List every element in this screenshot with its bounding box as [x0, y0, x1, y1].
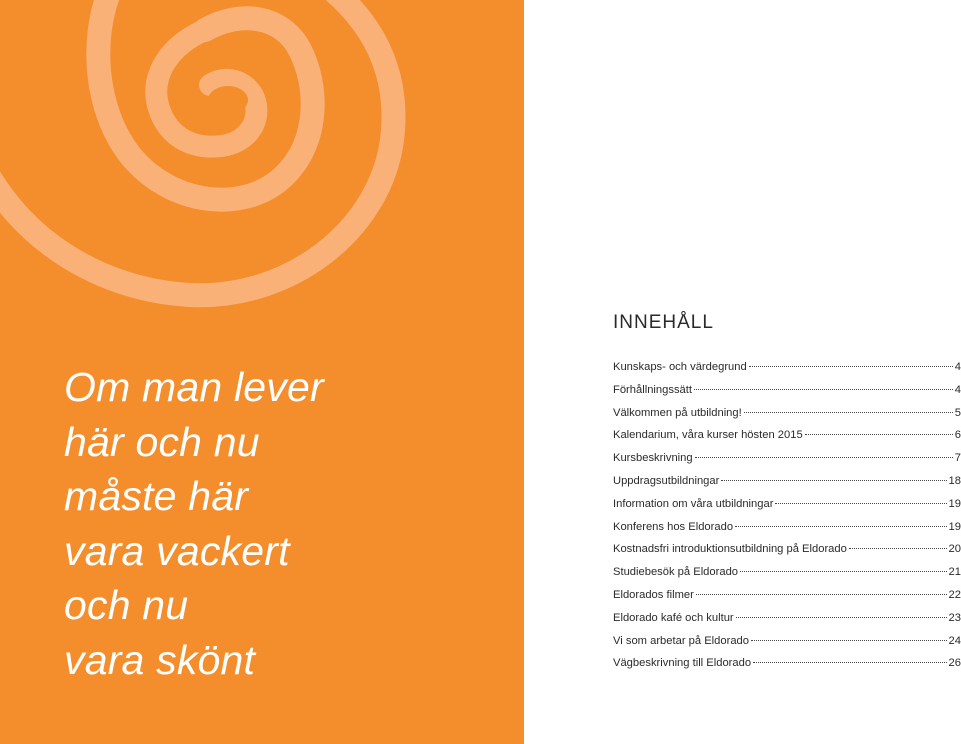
- toc-entry-label: Uppdragsutbildningar: [613, 474, 720, 487]
- toc-entry-page: 24: [948, 634, 961, 647]
- toc-entry-label: Konferens hos Eldorado: [613, 520, 734, 533]
- toc-entry[interactable]: [613, 521, 961, 544]
- dot-leader: [740, 571, 947, 572]
- contents-page: [524, 0, 960, 744]
- toc-entry-label: Kostnadsfri introduktionsutbildning på Eldorado: [613, 543, 847, 556]
- quote-line: och nu: [64, 582, 189, 628]
- toc-entry[interactable]: [613, 384, 961, 407]
- toc-entry-label: Studiebesök på Eldorado: [613, 566, 739, 579]
- dot-leader: [805, 434, 953, 435]
- dot-leader: [749, 366, 953, 367]
- dot-leader: [736, 617, 947, 618]
- toc-entry-label: Välkommen på utbildning!: [613, 406, 742, 419]
- toc-entry-page: 22: [948, 588, 961, 601]
- toc-entry-page: 19: [948, 497, 961, 510]
- toc-entry[interactable]: [613, 612, 961, 635]
- toc-entry[interactable]: [613, 657, 961, 680]
- toc-entry-page: 4: [954, 383, 961, 396]
- toc-entry-page: 26: [948, 657, 961, 670]
- toc-entry[interactable]: [613, 589, 961, 612]
- toc-entry-label: Kalendarium, våra kurser hösten 2015: [613, 429, 803, 442]
- toc-entry-page: 6: [954, 429, 961, 442]
- dot-leader: [735, 526, 947, 527]
- spiral-icon: [0, 0, 524, 320]
- table-of-contents: [613, 361, 961, 680]
- toc-entry-page: 19: [948, 520, 961, 533]
- toc-entry[interactable]: [613, 635, 961, 658]
- toc-entry[interactable]: [613, 429, 961, 452]
- toc-title: INNEHÅLL: [613, 312, 714, 333]
- toc-entry-label: Vi som arbetar på Eldorado: [613, 634, 749, 647]
- toc-entry-label: Vägbeskrivning till Eldorado: [613, 657, 752, 670]
- cover-quote: [64, 360, 324, 687]
- toc-entry[interactable]: [613, 543, 961, 566]
- toc-entry[interactable]: [613, 361, 961, 384]
- quote-line: vara vackert: [64, 527, 290, 574]
- toc-entry-page: 18: [948, 474, 961, 487]
- toc-entry-page: 7: [954, 452, 961, 465]
- quote-line: här och nu: [64, 418, 260, 465]
- dot-leader: [694, 389, 953, 390]
- toc-entry[interactable]: [613, 475, 961, 498]
- dot-leader: [744, 412, 953, 413]
- quote-line: måste här: [64, 473, 249, 519]
- dot-leader: [695, 457, 953, 458]
- toc-entry-page: 4: [954, 361, 961, 373]
- toc-entry-page: 5: [954, 406, 961, 419]
- toc-entry-label: Eldorado kafé och kultur: [613, 611, 734, 624]
- toc-entry-page: 20: [948, 543, 961, 556]
- toc-entry-page: 23: [948, 611, 961, 624]
- dot-leader: [696, 594, 947, 595]
- toc-entry-label: Kursbeskrivning: [613, 452, 693, 465]
- toc-entry-label: Eldorados filmer: [613, 588, 694, 601]
- toc-entry-label: Kunskaps- och värdegrund: [613, 361, 747, 373]
- toc-entry[interactable]: [613, 566, 961, 589]
- toc-entry[interactable]: [613, 498, 961, 521]
- quote-line: Om man lever: [64, 364, 324, 410]
- dot-leader: [721, 480, 946, 481]
- toc-entry[interactable]: [613, 452, 961, 475]
- toc-entry-label: Förhållningssätt: [613, 383, 692, 396]
- dot-leader: [775, 503, 946, 504]
- quote-line: vara skönt: [64, 636, 256, 683]
- dot-leader: [753, 662, 946, 663]
- toc-entry-page: 21: [948, 566, 961, 579]
- dot-leader: [751, 640, 947, 641]
- toc-entry-label: Information om våra utbildningar: [613, 497, 774, 510]
- toc-entry[interactable]: [613, 407, 961, 430]
- dot-leader: [849, 548, 947, 549]
